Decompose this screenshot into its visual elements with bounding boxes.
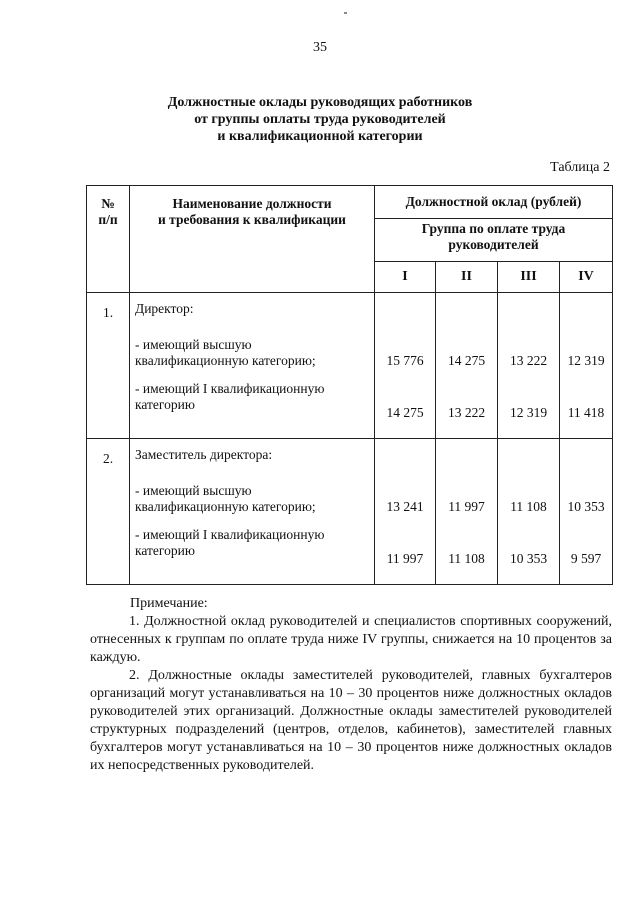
row-number: 2.	[87, 439, 130, 585]
header-group	[375, 219, 613, 262]
salary-cell	[498, 439, 560, 585]
header-category: III	[498, 262, 560, 293]
salary-cell	[560, 439, 613, 585]
salary-value: 13 222	[509, 353, 548, 368]
salary-value: 14 275	[447, 353, 486, 368]
salary-cell	[375, 293, 436, 439]
salary-value: 13 241	[386, 499, 424, 514]
position-title: Директор:	[135, 301, 194, 316]
row-position	[130, 293, 375, 439]
position-title: Заместитель директора:	[135, 447, 273, 462]
salary-cell	[498, 293, 560, 439]
header-category: II	[436, 262, 498, 293]
requirement-line: категорию	[135, 543, 195, 558]
salary-value: 11 418	[567, 405, 605, 420]
salary-cell	[375, 439, 436, 585]
header-category: I	[375, 262, 436, 293]
notes-section	[90, 595, 612, 775]
header-number	[87, 186, 130, 293]
title-line: Должностные оклады руководящих работников	[167, 95, 473, 110]
header-group-line: Группа по оплате труда	[421, 221, 566, 236]
salary-value: 11 997	[448, 499, 485, 514]
salary-value: 11 997	[386, 551, 424, 566]
salary-value: 10 353	[509, 551, 548, 566]
row-position	[130, 439, 375, 585]
header-number-line: №	[101, 196, 115, 211]
requirement-line: категорию	[135, 397, 195, 412]
header-position	[130, 186, 375, 293]
salary-value: 9 597	[570, 551, 602, 566]
table-label: Таблица 2	[550, 160, 610, 175]
requirement-line: - имеющий I квалификационную	[135, 527, 325, 542]
salary-value: 12 319	[567, 353, 605, 368]
title-line: от группы оплаты труда руководителей	[194, 112, 446, 127]
title-line: и квалификационной категории	[217, 129, 423, 144]
table-row	[87, 439, 613, 585]
salary-cell	[436, 293, 498, 439]
salary-value: 11 108	[510, 499, 547, 514]
note-item: 1. Должностной оклад руководителей и специалистов спортивных сооружений, отнесенных к группам по оплате труда ниже IV группы, снижается на 10 процентов за каждую.	[90, 614, 612, 665]
page-number: 35	[313, 40, 327, 55]
salary-cell	[436, 439, 498, 585]
header-group-line: руководителей	[448, 237, 539, 252]
header-salary: Должностной оклад (рублей)	[375, 186, 613, 219]
salary-value: 11 108	[448, 551, 485, 566]
salary-value: 14 275	[386, 405, 424, 420]
requirement-line: - имеющий высшую	[135, 483, 252, 498]
salary-value: 10 353	[567, 499, 605, 514]
header-position-line: Наименование должности	[172, 196, 332, 211]
row-number: 1.	[87, 293, 130, 439]
table-row	[87, 293, 613, 439]
salary-value: 15 776	[386, 353, 424, 368]
salary-value: 12 319	[509, 405, 548, 420]
requirement-line: - имеющий I квалификационную	[135, 381, 325, 396]
note-item: 2. Должностные оклады заместителей руководителей, главных бухгалтеров организаций могут устанавливаться на 10 – 30 процентов ниже должностных окладов руководителей этих организаций. Должностные оклады заместителей руководителей структурных подразделений (центров, отделов, кабинетов), заместителей главных бухгалтеров могут устанавливаться на 10 – 30 процентов ниже должностных окладов их непосредственных руководителей.	[90, 668, 612, 773]
requirement-line: квалификационную категорию;	[135, 499, 316, 514]
salary-cell	[560, 293, 613, 439]
requirement-line: - имеющий высшую	[135, 337, 252, 352]
salary-table	[86, 185, 613, 585]
salary-value: 13 222	[447, 405, 486, 420]
notes-heading: Примечание:	[130, 596, 208, 611]
header-category: IV	[560, 262, 613, 293]
scan-speck	[344, 12, 347, 14]
header-number-line: п/п	[98, 212, 118, 227]
header-position-line: и требования к квалификации	[158, 212, 346, 227]
requirement-line: квалификационную категорию;	[135, 353, 316, 368]
document-title	[0, 94, 640, 145]
